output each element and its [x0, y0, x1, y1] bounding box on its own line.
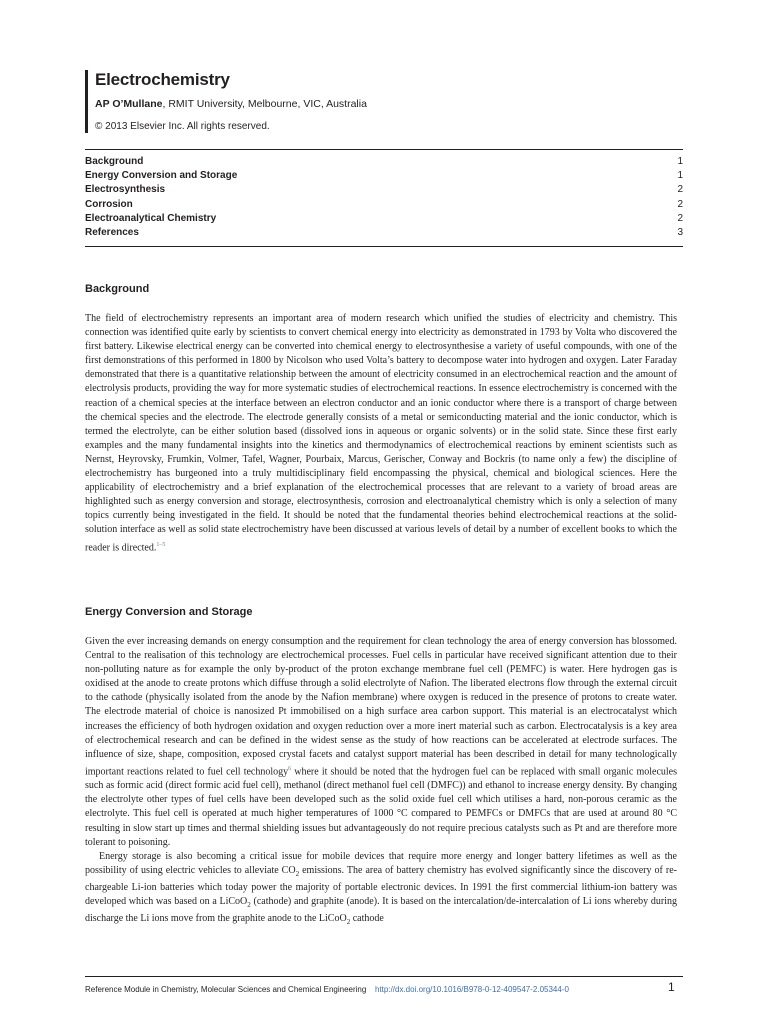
toc-label: Energy Conversion and Storage: [85, 170, 238, 182]
subscript: 2: [247, 901, 251, 910]
toc-entry-background[interactable]: [85, 155, 683, 169]
table-of-contents: [85, 155, 683, 240]
paragraph-text: (cathode) and graphite (anode). It is based on the intercalation/de-intercalation of Li ions whereby during discharge the Li ions move from the graphite anode to the LiCoO: [85, 896, 677, 925]
energy-paragraph-1: [85, 635, 677, 850]
article-title: Electrochemistry: [95, 70, 230, 89]
footer-journal: Reference Module in Chemistry, Molecular Sciences and Chemical Engineering: [85, 985, 367, 994]
subscript: 2: [295, 869, 300, 878]
paragraph-text: where it should be noted that the hydrogen fuel can be replaced with small organic molecules such as formic acid (direct formic acid fuel cell), methanol (direct methanol fuel cell (DMFC)) and ethanol to increase energy density. By changing the electrolyte other types of fuel cells have been developed such as the solid oxide fuel cell which utilises a hard, non-porous ceramic as the electrolyte. This fuel cell is operated at much higher temperatures of 1000 °C compared to PEMFCs or DMFCs that are used at around 80 °C resulting in slow start up times and thermal shielding issues but advantageously do not require precious catalysts such as Pt and are therefore more tolerant to poisoning.: [85, 766, 677, 848]
toc-label: Corrosion: [85, 198, 133, 210]
author-name: AP O’Mullane: [95, 98, 163, 110]
toc-entry-references[interactable]: [85, 226, 683, 240]
toc-entry-energy[interactable]: [85, 169, 683, 183]
toc-label: References: [85, 226, 139, 238]
paragraph-text: emissions. The area of battery chemistry has evolved significantly since the discovery of re-chargeable Li-ion batteries which today power the majority of portable electronic devices. In 1991 the first commercial lithium-ion battery was developed which was based on a LiCoO: [85, 864, 677, 908]
subscript: 2: [346, 918, 351, 927]
toc-page: 2: [677, 184, 683, 196]
section-heading-background: Background: [85, 283, 150, 295]
paragraph-text: Given the ever increasing demands on energy consumption and the requirement for clean technology the area of energy conversion has blossomed. Central to the realisation of this technology are electrochemical processes. Fuel cells in particular have received significant attention due to their non-polluting nature as for example the only by-product of the proton exchange membrane fuel cell (PEMFC) is water. Here hydrogen gas is oxidised at the anode to create protons which diffuse through a solid electrolyte of Nafion. The liberated electrons flow through the external circuit to the cathode (physically isolated from the anode by the Nafion membrane) where oxygen is reduced in the presence of protons to create water. The electrode material of choice is nanosized Pt immobilised on a high surface area carbon support. This material is an electrocatalyst which increases the efficiency of both hydrogen oxidation and oxygen reduction over a more inert material such as carbon. Electrocatalysis is a key area of electrochemical research and can be defined in the widest sense as the study of how reactions can be accelerated at electrode surfaces. The influence of size, shape, composition, exposed crystal facets and catalyst support material has been described in detail for many technologically important reactions related to fuel cell technology: [85, 636, 677, 778]
energy-body: [85, 635, 677, 929]
toc-label: Background: [85, 156, 144, 167]
toc-page: 1: [677, 170, 683, 182]
toc-bottom-rule: [85, 246, 683, 247]
footer-doi-link[interactable]: http://dx.doi.org/10.1016/B978-0-12-409547-2.05344-0: [375, 985, 569, 994]
toc-page: 3: [677, 226, 683, 238]
toc-page: 2: [677, 212, 683, 224]
toc-label: Electroanalytical Chemistry: [85, 212, 217, 224]
footer-rule: [85, 976, 683, 977]
energy-paragraph-2: [85, 850, 677, 929]
background-body: [85, 312, 677, 555]
section-heading-energy: Energy Conversion and Storage: [85, 606, 253, 618]
toc-label: Electrosynthesis: [85, 184, 166, 196]
toc-entry-corrosion[interactable]: [85, 198, 683, 212]
reference-link[interactable]: 6: [288, 765, 292, 772]
paragraph-text: cathode: [350, 913, 384, 925]
toc-entry-electroanalytical[interactable]: [85, 212, 683, 226]
header-vertical-rule: [85, 70, 88, 133]
footer-page-number: 1: [668, 980, 675, 994]
paragraph-text: Energy storage is also becoming a critical issue for mobile devices that require more energy and longer battery lifetimes as well as the possibility of using electric vehicles to alleviate CO: [85, 850, 677, 876]
copyright-notice: © 2013 Elsevier Inc. All rights reserved.: [95, 121, 270, 132]
background-paragraph: [85, 312, 677, 555]
paragraph-text: The field of electrochemistry represents an important area of modern research which unified the studies of electricity and chemistry. This connection was identified quite early by scientists to convert chemical energy into electricity as demonstrated in 1793 by Volta who discovered the first battery. Likewise electrical energy can be converted into chemical energy to electrosynthesise a variety of useful compounds, with one of the first demonstrations of this performed in 1800 by Nicolson who used Volta’s battery to decompose water into hydrogen and oxygen. Later Faraday demonstrated that there is a quantitative relationship between the amount of electricity consumed in an electrochemical reaction and the amount of electrolysis products, providing the way for more systematic studies of electrochemical reactions. In essence electrochemistry is concerned with the reaction of a chemical species at the interface between an electron conductor and an ionic conductor where there is a transport of charge between the chemical species and the electrode. The electrode generally consists of a metal or semiconducting material and the ionic conductor, which is termed the electrolyte, can be either solution based (dissolved ions in aqueous or organic solvents) or in the solid state. Since these first early examples and the many fundamental insights into the kinetics and thermodynamics of electrochemical reactions by eminent scientists such as Nernst, Heyrovsky, Frumkin, Volmer, Tafel, Wagner, Pourbaix, Marcus, Gerischer, Conway and Bockris (to name only a few) the discipline of electrochemistry has burgeoned into a truly multidisciplinary field encompassing the physical, chemical and biological sciences. Here the applicability of electrochemistry and a brief explanation of the electrochemical processes that are relevant to a variety of broad areas are highlighted such as energy conversion and storage, electrosynthesis, corrosion and electroanalytical chemistry which is only a selection of many topics currently being investigated in the field. It should be noted that the fundamental theories behind electrochemical reactions at the solid-solution interface as well as solid state electrochemistry have been discussed at various levels of detail by a number of excellent books to which the reader is directed.: [85, 313, 677, 553]
toc-entry-electrosynthesis[interactable]: [85, 183, 683, 197]
author-affiliation: , RMIT University, Melbourne, VIC, Australia: [162, 98, 367, 110]
author-line: [95, 98, 367, 110]
toc-page: 2: [677, 198, 683, 210]
toc-top-rule: [85, 149, 683, 150]
toc-page: 1: [677, 156, 683, 167]
reference-link[interactable]: 1–5: [156, 541, 166, 548]
